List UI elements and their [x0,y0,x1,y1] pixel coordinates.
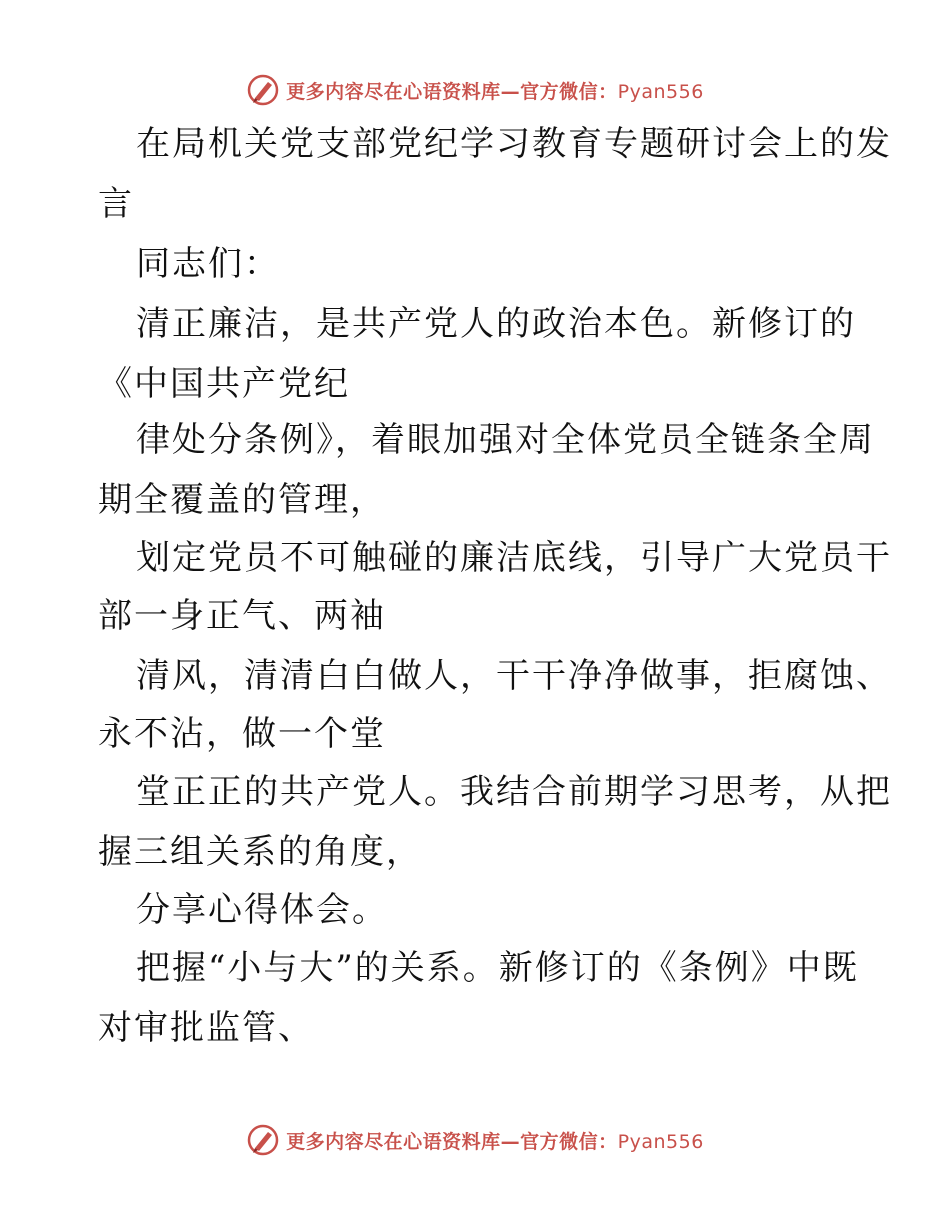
paragraph-line: 对审批监管、 [98,1008,314,1048]
paragraph-line: 握三组关系的角度， [98,832,422,872]
paragraph-line: 期全覆盖的管理， [98,480,386,520]
paragraph-line: 《中国共产党纪 [98,364,350,404]
paragraph-line: 律处分条例》，着眼加强对全体党员全链条全周 [136,420,875,460]
salutation: 同志们： [136,244,280,284]
paragraph-line: 堂正正的共产党人。我结合前期学习思考，从把 [136,772,892,812]
watermark-brand: 更多内容尽在心语资料库—官方微信： [286,1130,618,1153]
header-watermark [0,72,950,108]
paragraph-line: 分享心得体会。 [136,890,388,930]
pen-logo-icon [246,73,280,107]
watermark-text [286,77,704,104]
title-line-2: 言 [98,184,134,224]
pen-logo-icon [246,1123,280,1157]
watermark-account: Pyan556 [617,80,704,103]
paragraph-line: 清风，清清白白做人，干干净净做事，拒腐蚀、 [136,656,892,696]
paragraph-line: 部一身正气、两袖 [98,596,386,636]
paragraph-line: 划定党员不可触碰的廉洁底线，引导广大党员干 [136,538,892,578]
watermark-brand: 更多内容尽在心语资料库—官方微信： [286,80,618,103]
watermark-text [286,1127,704,1154]
watermark-account: Pyan556 [617,1130,704,1153]
paragraph-line: 永不沾，做一个堂 [98,714,386,754]
paragraph-line: 清正廉洁，是共产党人的政治本色。新修订的 [136,304,856,344]
paragraph-line: 把握“小与大”的关系。新修订的《条例》中既 [136,948,859,988]
footer-watermark [0,1122,950,1158]
title-line-1: 在局机关党支部党纪学习教育专题研讨会上的发 [136,124,892,164]
